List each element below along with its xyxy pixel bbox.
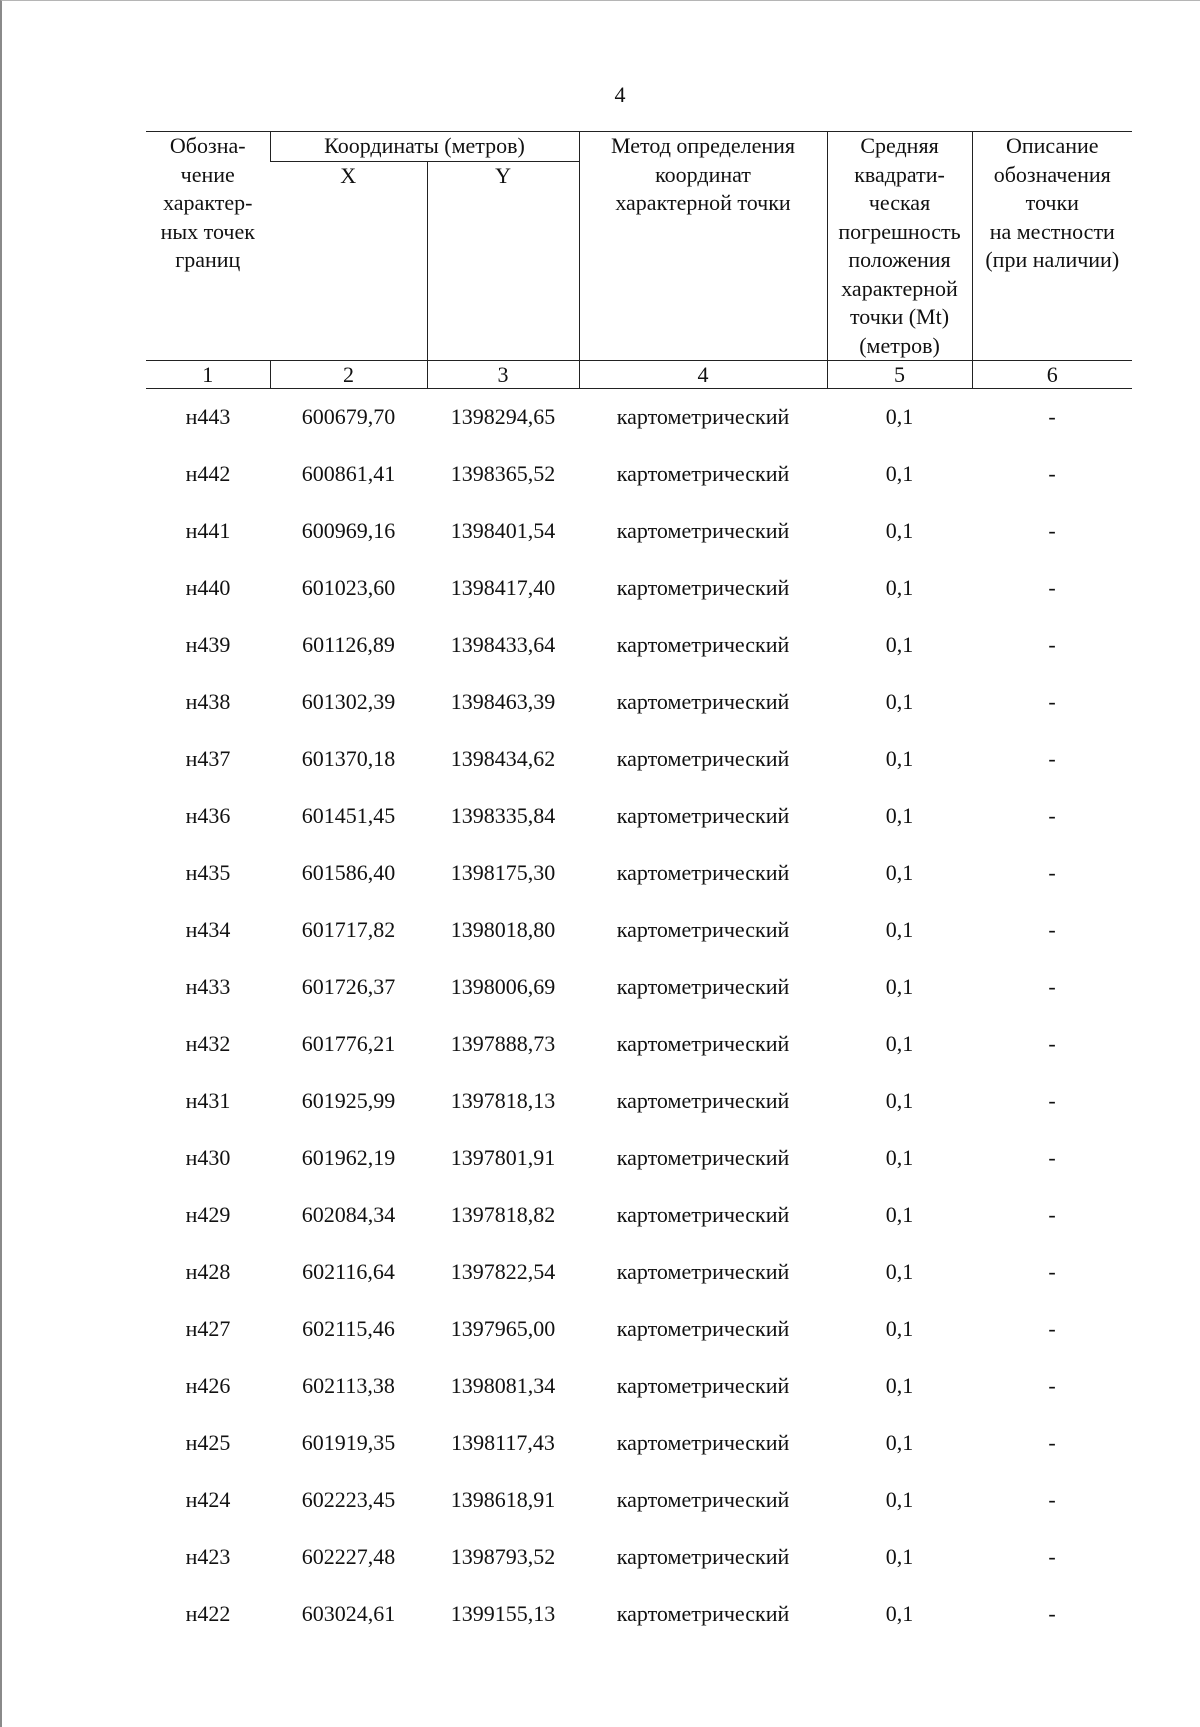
point-designation-cell: н430 [185,1144,231,1170]
description-cell: - [1048,802,1056,828]
error-cell: 0,1 [885,1315,914,1341]
description-cell: - [1048,1429,1056,1455]
column-number: 1 [146,361,270,389]
y-coordinate-cell: 1399155,13 [450,1600,556,1626]
x-coordinate-cell: 600861,41 [301,460,396,486]
method-cell: картометрический [616,688,790,714]
description-cell: - [1048,1372,1056,1398]
error-cell: 0,1 [885,1543,914,1569]
x-coordinate-cell: 602223,45 [301,1486,396,1512]
method-cell: картометрический [616,460,790,486]
table-row [146,559,1132,616]
column-number: 4 [579,361,827,389]
point-designation-cell: н434 [185,916,231,942]
y-coordinate-cell: 1397822,54 [450,1258,556,1284]
header-error: Средняя квадрати- ческая погрешность положения характерной точки (Mt) (метров) [827,132,972,361]
table-header [146,132,1132,389]
method-cell: картометрический [616,802,790,828]
description-cell: - [1048,916,1056,942]
description-cell: - [1048,631,1056,657]
x-coordinate-cell: 601302,39 [301,688,396,714]
y-coordinate-cell: 1398401,54 [450,517,556,543]
method-cell: картометрический [616,1144,790,1170]
error-cell: 0,1 [885,1258,914,1284]
method-cell: картометрический [616,631,790,657]
error-cell: 0,1 [885,460,914,486]
x-coordinate-cell: 601370,18 [301,745,396,771]
table-row [146,1357,1132,1414]
x-coordinate-cell: 602116,64 [302,1258,395,1284]
point-designation-cell: н440 [185,574,231,600]
table-row [146,1300,1132,1357]
point-designation-cell: н443 [185,404,231,429]
page-number: 4 [614,82,626,107]
point-designation-cell: н427 [185,1315,231,1341]
y-coordinate-cell: 1398433,64 [450,631,556,657]
x-coordinate-cell: 601919,35 [301,1429,396,1455]
header-coordinates-group: Координаты (метров) [270,132,579,162]
description-cell: - [1048,1600,1056,1626]
table-row [146,1471,1132,1528]
method-cell: картометрический [616,1429,790,1455]
point-designation-cell: н442 [185,460,231,486]
point-designation-cell: н433 [185,973,231,999]
y-coordinate-cell: 1398417,40 [450,574,556,600]
table-row [146,445,1132,502]
error-cell: 0,1 [885,517,914,543]
error-cell: 0,1 [885,631,914,657]
y-coordinate-cell: 1398175,30 [450,859,556,885]
y-coordinate-cell: 1397801,91 [450,1144,556,1170]
header-description: Описание обозначения точки на местности (при наличии) [972,132,1132,361]
point-designation-cell: н437 [185,745,231,771]
point-designation-cell: н425 [185,1429,231,1455]
column-number: 3 [427,361,579,389]
y-coordinate-cell: 1398618,91 [450,1486,556,1512]
point-designation-cell: н436 [185,802,231,828]
error-cell: 0,1 [885,916,914,942]
description-cell: - [1048,460,1056,486]
table-row [146,1585,1132,1642]
table-row [146,1072,1132,1129]
method-cell: картометрический [616,1486,790,1512]
x-coordinate-cell: 601586,40 [301,859,396,885]
description-cell: - [1048,1030,1056,1056]
table-row [146,844,1132,901]
description-cell: - [1048,517,1056,543]
table-body [146,389,1132,1643]
method-cell: картометрический [616,1315,790,1341]
error-cell: 0,1 [885,1600,914,1626]
method-cell: картометрический [616,859,790,885]
table-row [146,1243,1132,1300]
method-cell: картометрический [616,1543,790,1569]
description-cell: - [1048,1258,1056,1284]
column-number-row [146,361,1132,389]
table-row [146,1414,1132,1471]
description-cell: - [1048,404,1056,429]
description-cell: - [1048,859,1056,885]
point-designation-cell: н432 [185,1030,231,1056]
error-cell: 0,1 [885,688,914,714]
error-cell: 0,1 [885,745,914,771]
y-coordinate-cell: 1398006,69 [450,973,556,999]
column-number: 5 [827,361,972,389]
x-coordinate-cell: 601925,99 [301,1087,396,1113]
column-number: 2 [270,361,427,389]
point-designation-cell: н438 [185,688,231,714]
error-cell: 0,1 [885,859,914,885]
method-cell: картометрический [616,1600,790,1626]
error-cell: 0,1 [885,802,914,828]
method-cell: картометрический [616,973,790,999]
method-cell: картометрический [616,745,790,771]
description-cell: - [1048,688,1056,714]
table-row [146,787,1132,844]
method-cell: картометрический [616,404,790,429]
x-coordinate-cell: 600969,16 [301,517,396,543]
error-cell: 0,1 [885,1087,914,1113]
header-method: Метод определения координат характерной точки [579,132,827,361]
point-designation-cell: н422 [185,1600,231,1626]
table-row [146,389,1132,446]
table-row [146,730,1132,787]
y-coordinate-cell: 1398081,34 [450,1372,556,1398]
table-row [146,673,1132,730]
y-coordinate-cell: 1398335,84 [450,802,556,828]
error-cell: 0,1 [885,1372,914,1398]
x-coordinate-cell: 600679,70 [301,404,396,429]
description-cell: - [1048,1486,1056,1512]
method-cell: картометрический [616,1201,790,1227]
y-coordinate-cell: 1398793,52 [450,1543,556,1569]
table-row [146,1015,1132,1072]
description-cell: - [1048,1315,1056,1341]
column-number: 6 [972,361,1132,389]
x-coordinate-cell: 602084,34 [301,1201,396,1227]
y-coordinate-cell: 1398365,52 [450,460,556,486]
point-designation-cell: н424 [185,1486,231,1512]
table-row [146,901,1132,958]
method-cell: картометрический [616,916,790,942]
point-designation-cell: н435 [185,859,231,885]
description-cell: - [1048,1144,1056,1170]
method-cell: картометрический [616,1087,790,1113]
table-row [146,1129,1132,1186]
method-cell: картометрический [616,517,790,543]
error-cell: 0,1 [885,404,914,429]
description-cell: - [1048,1543,1056,1569]
method-cell: картометрический [616,1258,790,1284]
error-cell: 0,1 [885,1429,914,1455]
x-coordinate-cell: 601126,89 [302,631,395,657]
y-coordinate-cell: 1397818,82 [450,1201,556,1227]
x-coordinate-cell: 602113,38 [302,1372,395,1398]
x-coordinate-cell: 601726,37 [301,973,396,999]
y-coordinate-cell: 1397965,00 [450,1315,556,1341]
x-coordinate-cell: 601717,82 [301,916,396,942]
table-row [146,502,1132,559]
method-cell: картометрический [616,1030,790,1056]
x-coordinate-cell: 603024,61 [301,1600,396,1626]
error-cell: 0,1 [885,574,914,600]
description-cell: - [1048,1201,1056,1227]
y-coordinate-cell: 1397888,73 [450,1030,556,1056]
y-coordinate-cell: 1398463,39 [450,688,556,714]
y-coordinate-cell: 1398294,65 [450,404,556,429]
y-coordinate-cell: 1397818,13 [450,1087,556,1113]
x-coordinate-cell: 601023,60 [301,574,396,600]
error-cell: 0,1 [885,1144,914,1170]
table-row [146,1186,1132,1243]
header-x: X [340,162,357,188]
point-designation-cell: н429 [185,1201,231,1227]
description-cell: - [1048,1087,1056,1113]
method-cell: картометрический [616,574,790,600]
description-cell: - [1048,745,1056,771]
coordinates-table [146,131,1132,1642]
method-cell: картометрический [616,1372,790,1398]
y-coordinate-cell: 1398434,62 [450,745,556,771]
error-cell: 0,1 [885,1030,914,1056]
description-cell: - [1048,574,1056,600]
point-designation-cell: н428 [185,1258,231,1284]
table-row [146,958,1132,1015]
error-cell: 0,1 [885,1201,914,1227]
error-cell: 0,1 [885,973,914,999]
error-cell: 0,1 [885,1486,914,1512]
header-y: Y [427,161,579,360]
point-designation-cell: н426 [185,1372,231,1398]
point-designation-cell: н439 [185,631,231,657]
table-row [146,1528,1132,1585]
header-designation: Обозна- чение характер- ных точек границ [146,132,270,361]
x-coordinate-cell: 601451,45 [301,802,396,828]
x-coordinate-cell: 602115,46 [302,1315,395,1341]
point-designation-cell: н423 [185,1543,231,1569]
x-coordinate-cell: 601776,21 [301,1030,396,1056]
x-coordinate-cell: 601962,19 [301,1144,396,1170]
x-coordinate-cell: 602227,48 [301,1543,396,1569]
y-coordinate-cell: 1398018,80 [450,916,556,942]
point-designation-cell: н441 [185,517,231,543]
y-coordinate-cell: 1398117,43 [451,1429,555,1455]
table-row [146,616,1132,673]
description-cell: - [1048,973,1056,999]
point-designation-cell: н431 [185,1087,231,1113]
